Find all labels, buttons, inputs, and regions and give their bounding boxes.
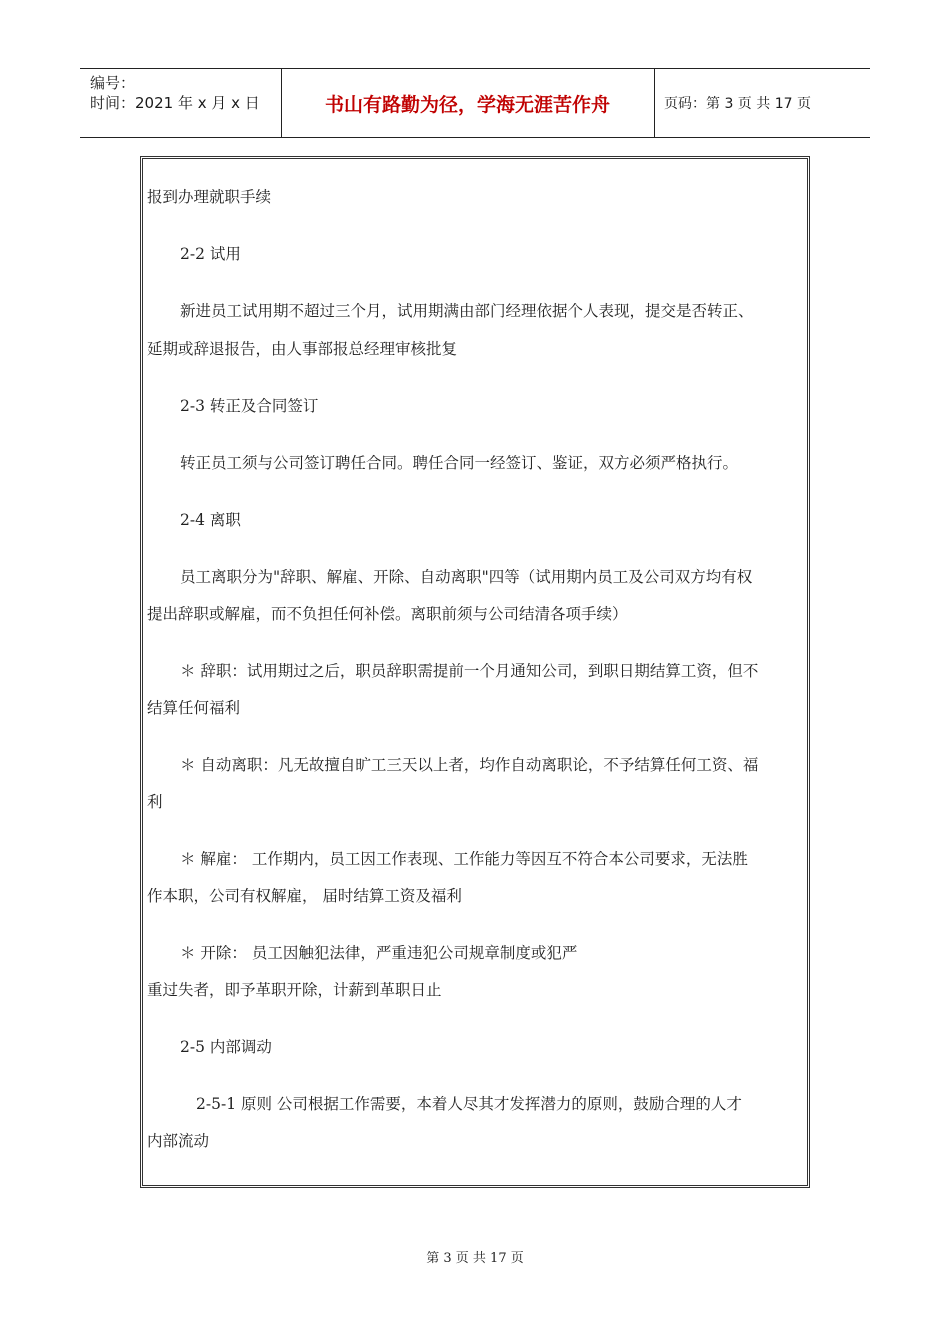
section-heading: 2-5 内部调动 [180, 1038, 272, 1056]
body-line: 新进员工试用期不超过三个月，试用期满由部门经理依据个人表现，提交是否转正、 [180, 302, 754, 320]
body-line: 员工离职分为"辞职、解雇、开除、自动离职"四等（试用期内员工及公司双方均有权 [180, 568, 753, 586]
header-divider [654, 69, 655, 137]
section-heading: 2-3 转正及合同签订 [180, 397, 319, 415]
body-line: 提出辞职或解雇，而不负担任何补偿。离职前须与公司结清各项手续） [147, 605, 628, 623]
header-time-label: 时间：2021 年 x 月 x 日 [90, 94, 260, 112]
body-line: 2-5-1 原则 公司根据工作需要，本着人尽其才发挥潜力的原则，鼓励合理的人才 [196, 1095, 742, 1113]
list-item-dismissal: ＊ 解雇： 工作期内，员工因工作表现、工作能力等因互不符合本公司要求，无法胜 [180, 850, 748, 868]
section-heading: 2-2 试用 [180, 245, 241, 263]
section-heading: 2-4 离职 [180, 511, 241, 529]
body-line: 重过失者，即予革职开除，计薪到革职日止 [147, 981, 442, 999]
body-line: 作本职，公司有权解雇， 届时结算工资及福利 [147, 887, 462, 905]
body-line: 结算任何福利 [147, 699, 241, 717]
body-line: 内部流动 [147, 1132, 210, 1150]
page-footer: 第 3 页 共 17 页 [426, 1251, 524, 1266]
body-line: 利 [147, 793, 163, 811]
header-info [90, 73, 260, 113]
header-page-label: 页码：第 3 页 共 17 页 [664, 96, 811, 112]
body-line: 转正员工须与公司签订聘任合同。聘任合同一经签订、鉴证，双方必须严格执行。 [180, 454, 739, 472]
list-item-resignation: ＊ 辞职：试用期过之后，职员辞职需提前一个月通知公司，到职日期结算工资，但不 [180, 662, 759, 680]
document-header [80, 68, 870, 138]
list-item-expulsion: ＊ 开除： 员工因触犯法律，严重违犯公司规章制度或犯严 [180, 944, 578, 962]
header-number-label: 编号： [90, 74, 136, 92]
body-line: 报到办理就职手续 [147, 188, 272, 206]
header-motto: 书山有路勤为径，学海无涯苦作舟 [324, 93, 610, 116]
list-item-auto-leave: ＊ 自动离职：凡无故擅自旷工三天以上者，均作自动离职论，不予结算任何工资、福 [180, 756, 759, 774]
body-line: 延期或辞退报告，由人事部报总经理审核批复 [147, 340, 458, 358]
